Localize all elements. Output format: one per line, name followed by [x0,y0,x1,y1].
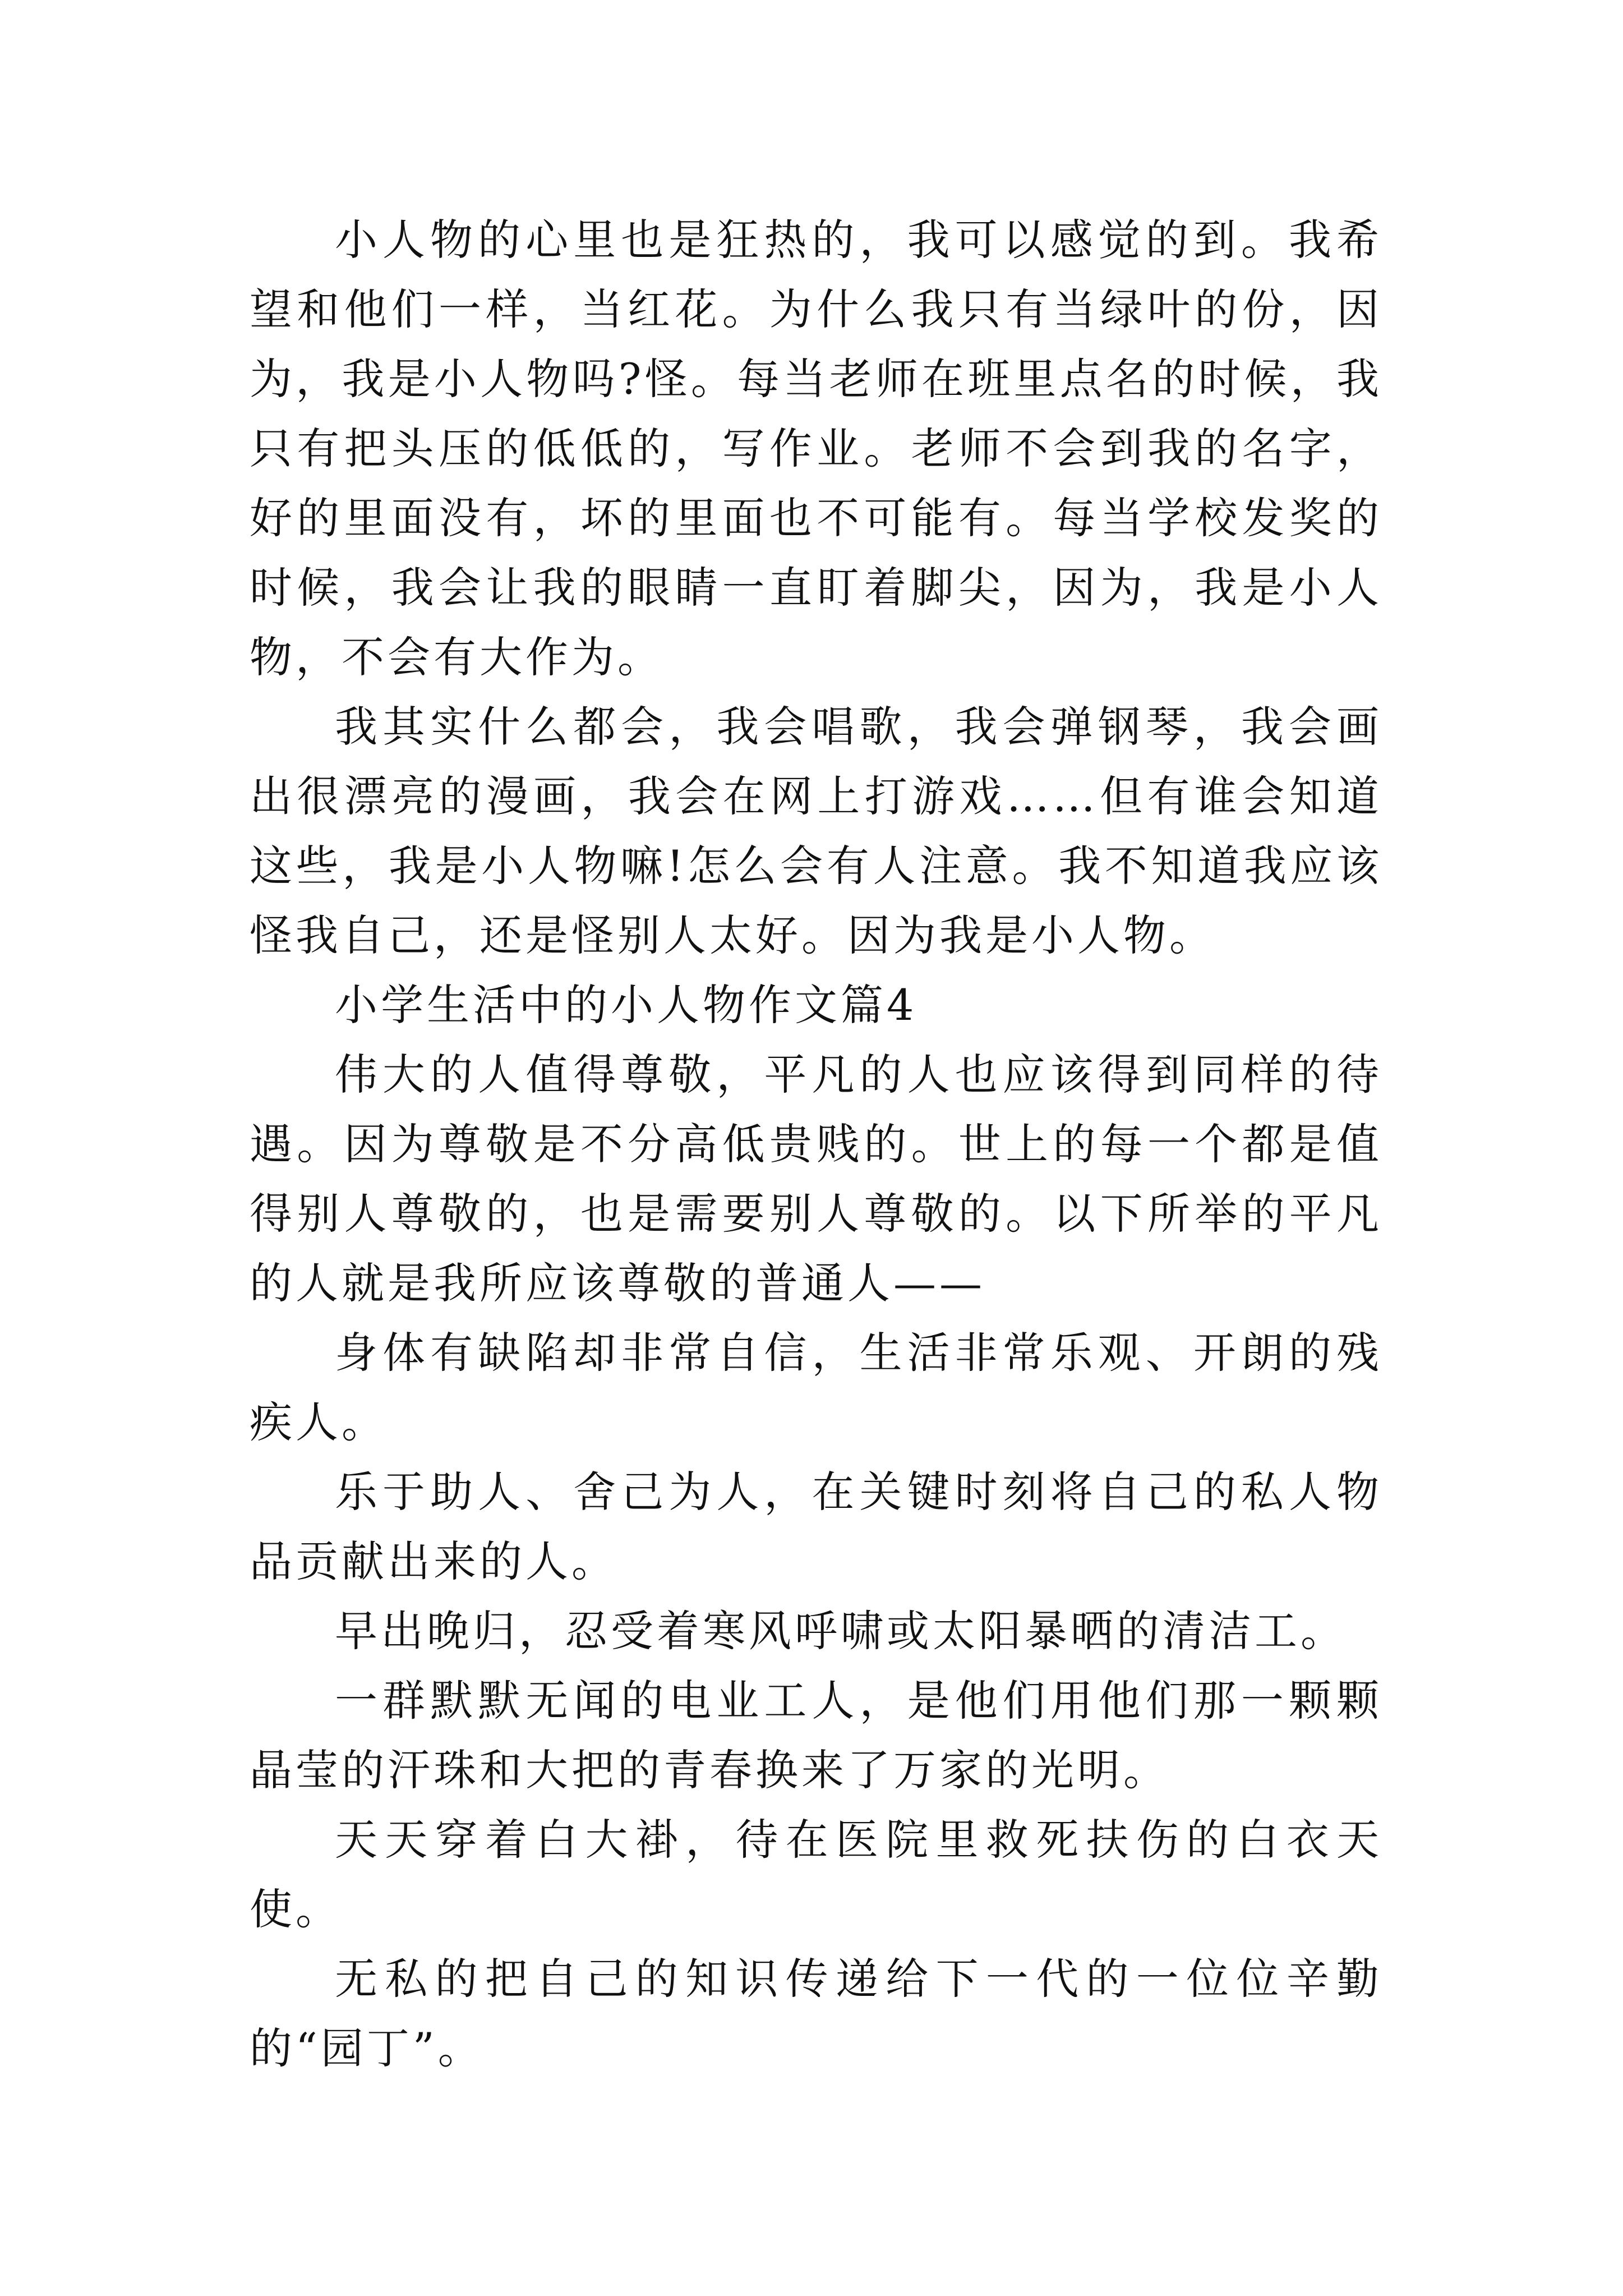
paragraph: 身体有缺陷却非常自信，生活非常乐观、开朗的残疾人。 [250,1328,1382,1447]
paragraph: 我其实什么都会，我会唱歌，我会弹钢琴，我会画出很漂亮的漫画，我会在网上打游戏……但有谁会知道这些，我是小人物嘛!怎么会有人注意。我不知道我应该怪我自己，还是怪别人太好。因为我是小人物。 [250,702,1382,960]
paragraph: 一群默默无闻的电业工人，是他们用他们那一颗颗晶莹的汗珠和大把的青春换来了万家的光明。 [250,1676,1382,1795]
paragraph: 伟大的人值得尊敬，平凡的人也应该得到同样的待遇。因为尊敬是不分高低贵贱的。世上的每一个都是值得别人尊敬的，也是需要别人尊敬的。以下所举的平凡的人就是我所应该尊敬的普通人—— [250,1050,1382,1308]
paragraph: 乐于助人、舍己为人，在关键时刻将自己的私人物品贡献出来的人。 [250,1467,1382,1586]
paragraph: 早出晚归，忍受着寒风呼啸或太阳暴晒的清洁工。 [335,1606,1347,1656]
document-body [250,205,1382,2083]
section-heading: 小学生活中的小人物作文篇4 [335,980,917,1030]
paragraph: 小人物的心里也是狂热的，我可以感觉的到。我希望和他们一样，当红花。为什么我只有当绿叶的份，因为，我是小人物吗?怪。每当老师在班里点名的时候，我只有把头压的低低的，写作业。老师不会到我的名字，好的里面没有，坏的里面也不可能有。每当学校发奖的时候，我会让我的眼睛一直盯着脚尖，因为，我是小人物，不会有大作为。 [250,215,1382,682]
paragraph: 天天穿着白大褂，待在医院里救死扶伤的白衣天使。 [250,1815,1382,1934]
paragraph: 无私的把自己的知识传递给下一代的一位位辛勤的“园丁”。 [250,1954,1382,2073]
